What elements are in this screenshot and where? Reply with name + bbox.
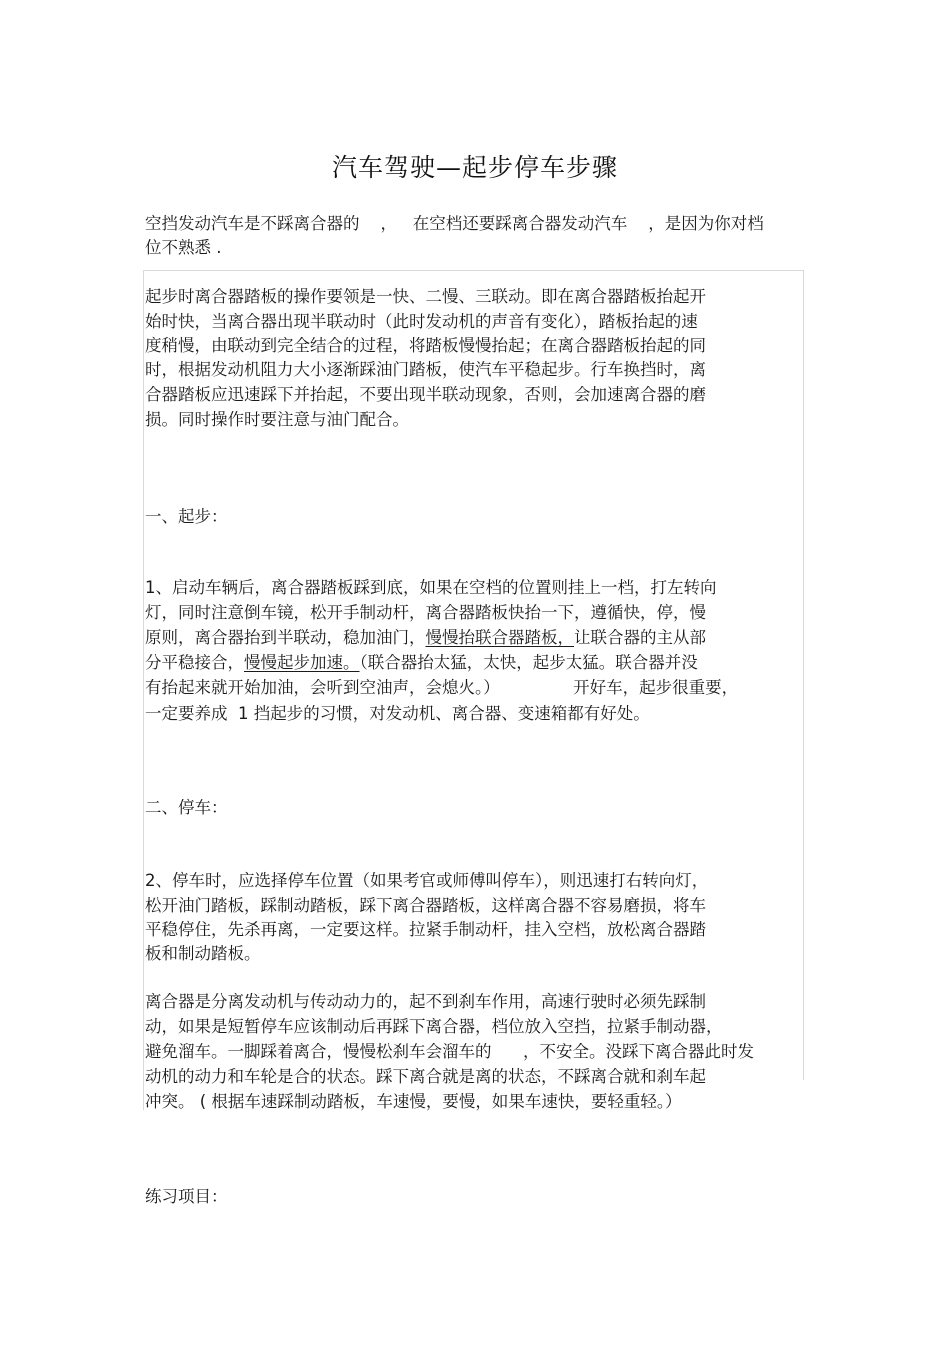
paragraph-line: 动机的动力和车轮是合的状态。踩下离合就是离的状态，不踩离合就和刹车起	[145, 1067, 706, 1086]
text-run: 分平稳接合，	[145, 653, 244, 672]
underlined-text: 慢慢起步加速。	[244, 653, 360, 672]
text-run: 让联合器的主从部	[574, 628, 706, 647]
paragraph-line: 灯，同时注意倒车镜，松开手制动杆，离合器踏板快抬一下，遵循快，停，慢	[145, 603, 706, 622]
paragraph-line: 时，根据发动机阻力大小逐渐踩油门踏板，使汽车平稳起步。行车换挡时，离	[145, 360, 706, 379]
frame-top-border	[143, 270, 804, 271]
text-run: （联合器抬太猛，太快，起步太猛。联合器并没	[359, 653, 698, 672]
paragraph-line: 动，如果是短暂停车应该制动后再踩下离合器，档位放入空挡，拉紧手制动器，	[145, 1017, 723, 1036]
paragraph-line: 一定要养成 1 挡起步的习惯，对发动机、离合器、变速箱都有好处。	[145, 704, 650, 723]
paragraph-line: 离合器是分离发动机与传动动力的，起不到刹车作用，高速行驶时必须先踩制	[145, 992, 706, 1011]
paragraph-line: 板和制动踏板。	[145, 944, 261, 963]
paragraph-line: 平稳停住，先杀再离，一定要这样。拉紧手制动杆，挂入空档，放松离合器踏	[145, 920, 706, 939]
frame-left-border	[143, 270, 144, 1110]
paragraph-line: 合器踏板应迅速踩下并抬起，不要出现半联动现象，否则，会加速离合器的磨	[145, 385, 706, 404]
practice-heading: 练习项目：	[145, 1187, 228, 1206]
intro-line: 位不熟悉 .	[145, 238, 222, 257]
paragraph-line: 2、停车时，应选择停车位置（如果考官或师傅叫停车），则迅速打右转向灯，	[145, 871, 709, 890]
intro-line: 空挡发动汽车是不踩离合器的 ， 在空档还要踩离合器发动汽车 ，是因为你对档	[145, 214, 764, 233]
paragraph-line: 起步时离合器踏板的操作要领是一快、二慢、三联动。即在离合器踏板抬起开	[145, 287, 706, 306]
document-title: 汽车驾驶—起步停车步骤	[331, 153, 618, 182]
paragraph-line: 度稍慢，由联动到完全结合的过程，将踏板慢慢抬起；在离合器踏板抬起的同	[145, 336, 706, 355]
paragraph-line: 冲突。 ( 根据车速踩制动踏板，车速慢，要慢，如果车速快，要轻重轻。）	[145, 1092, 682, 1111]
frame-right-border	[803, 270, 804, 1080]
paragraph-line: 松开油门踏板，踩制动踏板，踩下离合器踏板，这样离合器不容易磨损，将车	[145, 896, 706, 915]
paragraph-line: 1、启动车辆后，离合器踏板踩到底，如果在空档的位置则挂上一档，打左转向	[145, 578, 717, 597]
paragraph-line: 始时快，当离合器出现半联动时（此时发动机的声音有变化），踏板抬起的速	[145, 312, 698, 331]
underlined-text: 慢慢抬联合器踏板，	[425, 628, 574, 647]
section-heading-stop: 二、停车：	[145, 798, 228, 817]
paragraph-line: 损。同时操作时要注意与油门配合。	[145, 410, 409, 429]
paragraph-line	[145, 651, 698, 675]
paragraph-line: 有抬起来就开始加油，会听到空油声，会熄火。） 开好车，起步很重要，	[145, 678, 739, 697]
section-heading-start: 一、起步：	[145, 507, 228, 526]
paragraph-line: 避免溜车。一脚踩着离合，慢慢松刹车会溜车的 ，不安全。没踩下离合器此时发	[145, 1042, 754, 1061]
paragraph-line	[145, 626, 706, 650]
text-run: 原则，离合器抬到半联动，稳加油门，	[145, 628, 426, 647]
